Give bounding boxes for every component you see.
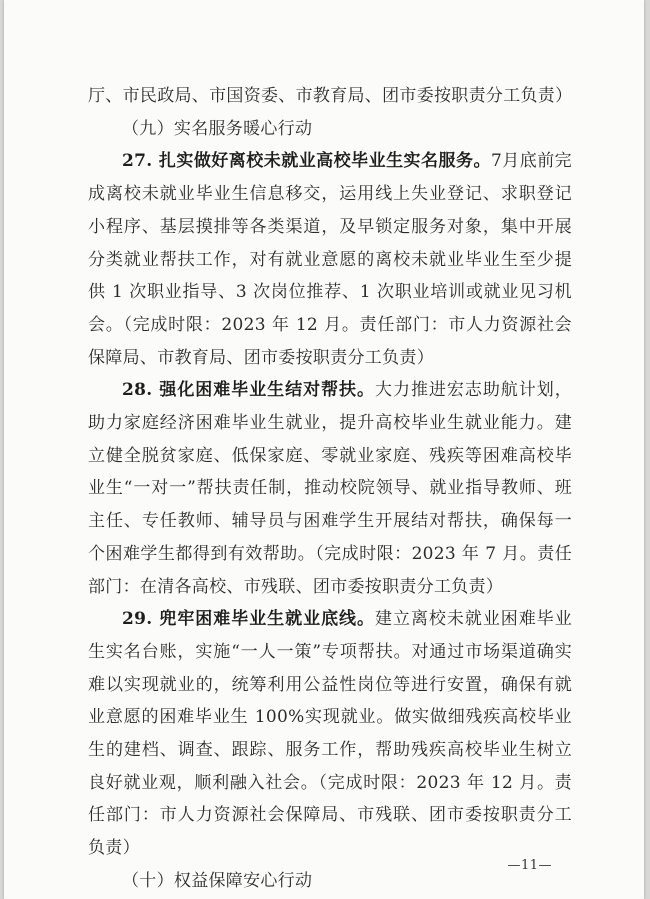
document-page — [4, 0, 644, 899]
item-29-title: 29. 兜牢困难毕业生就业底线。 — [122, 609, 375, 630]
item-28-title: 28. 强化困难毕业生结对帮扶。 — [122, 380, 375, 401]
paragraph-item-27 — [88, 145, 572, 374]
continuation-line: 厅、市民政局、市国资委、市教育局、团市委按职责分工负责） — [88, 86, 573, 106]
item-27-title: 27. 扎实做好离校未就业高校毕业生实名服务。 — [122, 151, 491, 172]
section-heading-10: （十）权益保障安心行动 — [122, 870, 313, 891]
item-28-body: 大力推进宏志助航计划，助力家庭经济困难毕业生就业，提升高校毕业生就业能力。建立健全脱贫家庭、低保家庭、零就业家庭、残疾等困难高校毕业生“一对一”帮扶责任制，推动校院领导、就业指导教师、班主任、专任教师、辅导员与困难学生开展结对帮扶，确保每一个困难学生都得到有效帮助。（完成时限：2023 年 7 月。责任部门：在清各高校、市残联、团市委按职责分工负责） — [88, 380, 572, 597]
item-29-body: 建立离校未就业困难毕业生实名台账，实施“一人一策”专项帮扶。对通过市场渠道确实难以实现就业的，统筹利用公益性岗位等进行安置，确保有就业意愿的困难毕业生 100%实现就业。做实做细残疾高校毕业生的建档、调查、跟踪、服务工作，帮助残疾高校毕业生树立良好就业观，顺利融入社会。（完成时限：2023 年 12 月。责任部门：市人力资源社会保障局、市残联、团市委按职责分工负责） — [88, 609, 572, 859]
paragraph-item-29 — [88, 603, 572, 865]
paragraph-item-28 — [88, 374, 572, 603]
document-body — [88, 80, 572, 898]
page-number: —11— — [507, 858, 552, 873]
item-27-body: 7月底前完成离校未就业毕业生信息移交，运用线上失业登记、求职登记小程序、基层摸排等各类渠道，及早锁定服务对象，集中开展分类就业帮扶工作，对有就业意愿的离校未就业毕业生至少提供 1 次职业指导、3 次岗位推荐、1 次职业培训或就业见习机会。（完成时限：2023 年 12 月。责任部门：市人力资源社会保障局、市教育局、团市委按职责分工负责） — [88, 151, 572, 368]
section-heading-9: （九）实名服务暖心行动 — [122, 118, 313, 139]
